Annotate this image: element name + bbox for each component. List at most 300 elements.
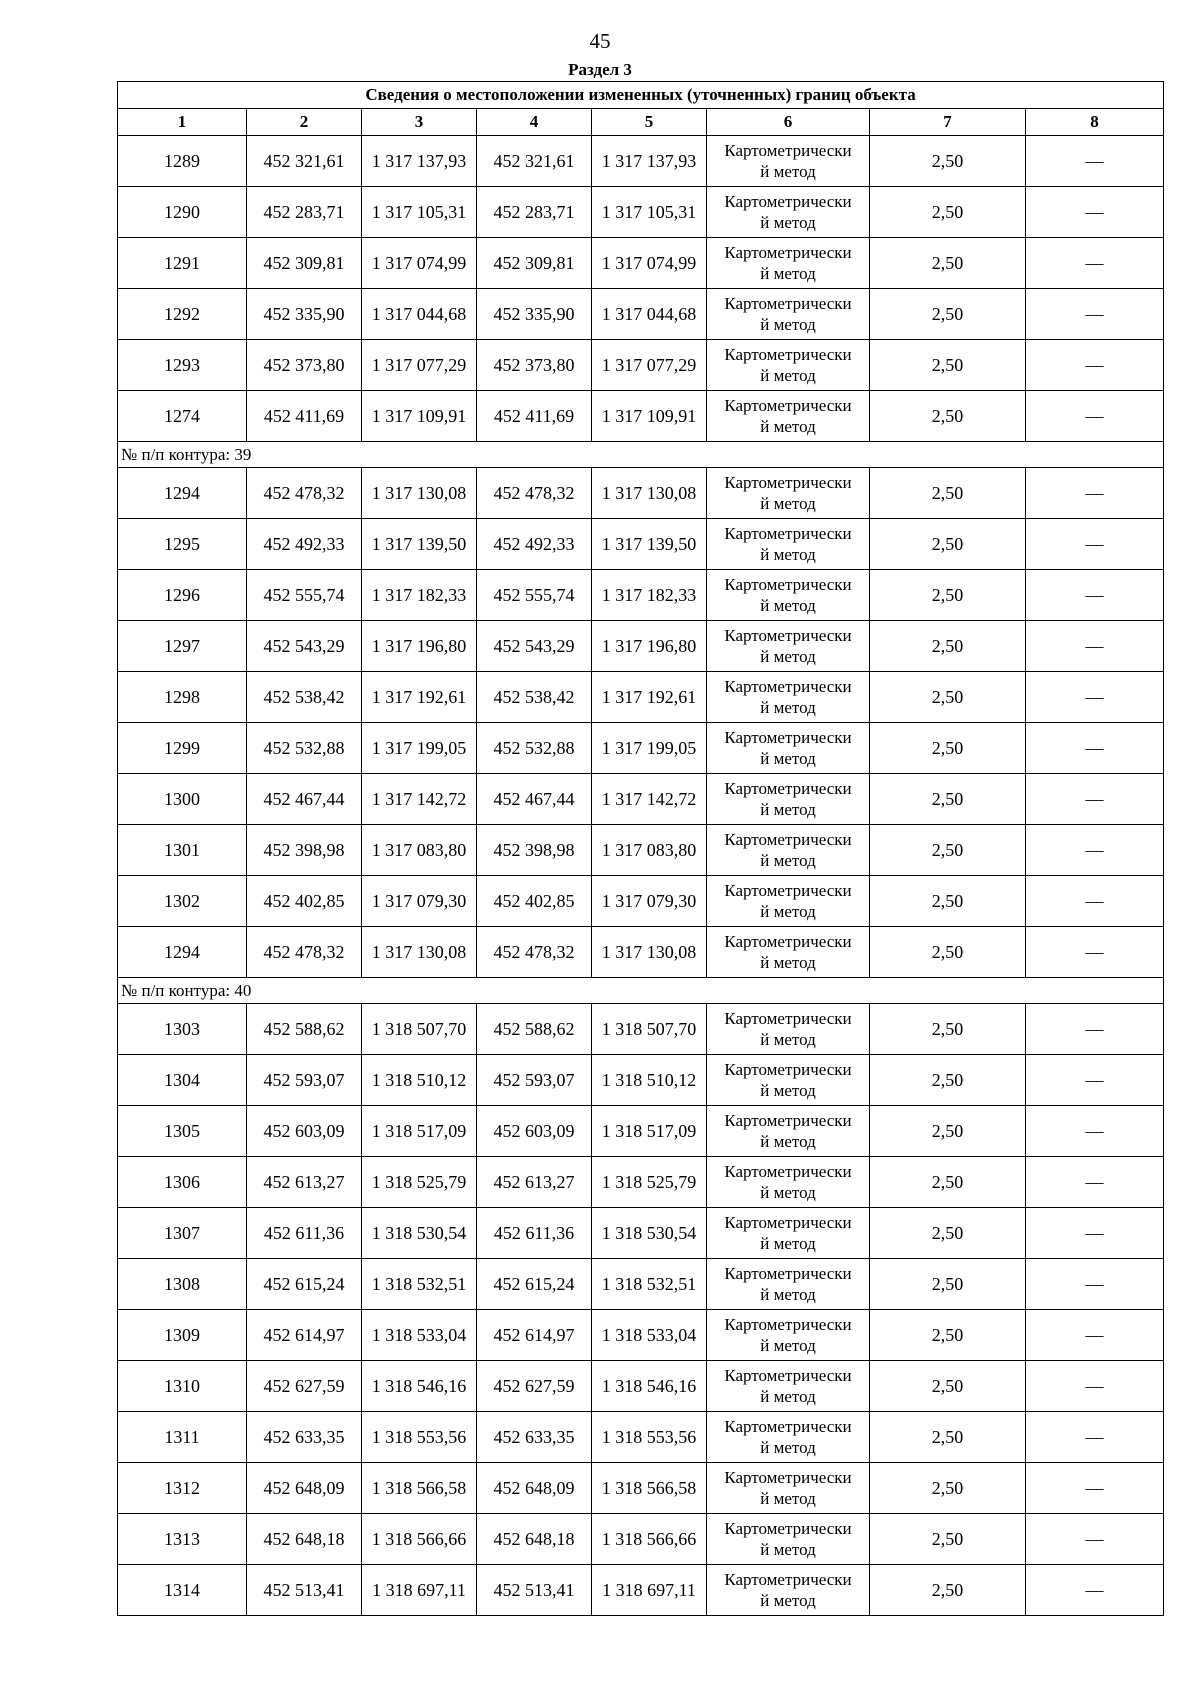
- method-line: й метод: [760, 647, 816, 666]
- x-new-cell: 452 321,61: [477, 136, 592, 187]
- accuracy-cell: 2,50: [870, 187, 1026, 238]
- contour-label: № п/п контура: 39: [118, 442, 1164, 468]
- x-new-cell: 452 411,69: [477, 391, 592, 442]
- description-cell: —: [1026, 876, 1164, 927]
- method-line: й метод: [760, 1132, 816, 1151]
- y-new-cell: 1 318 525,79: [592, 1157, 707, 1208]
- x-old-cell: 452 478,32: [247, 927, 362, 978]
- description-cell: —: [1026, 1310, 1164, 1361]
- y-new-cell: 1 318 546,16: [592, 1361, 707, 1412]
- y-old-cell: 1 318 553,56: [362, 1412, 477, 1463]
- accuracy-cell: 2,50: [870, 672, 1026, 723]
- method-cell: [707, 340, 870, 391]
- y-new-cell: 1 317 044,68: [592, 289, 707, 340]
- description-cell: —: [1026, 1157, 1164, 1208]
- method-cell: [707, 1004, 870, 1055]
- method-line: й метод: [760, 953, 816, 972]
- y-old-cell: 1 318 533,04: [362, 1310, 477, 1361]
- x-old-cell: 452 555,74: [247, 570, 362, 621]
- x-new-cell: 452 309,81: [477, 238, 592, 289]
- method-line: й метод: [760, 1030, 816, 1049]
- description-cell: —: [1026, 1514, 1164, 1565]
- table-row: [118, 927, 1164, 978]
- y-old-cell: 1 317 079,30: [362, 876, 477, 927]
- method-line: Картометрически: [724, 1009, 852, 1028]
- point-number-cell: 1299: [118, 723, 247, 774]
- description-cell: —: [1026, 238, 1164, 289]
- x-new-cell: 452 283,71: [477, 187, 592, 238]
- y-old-cell: 1 318 697,11: [362, 1565, 477, 1616]
- point-number-cell: 1311: [118, 1412, 247, 1463]
- method-cell: [707, 1055, 870, 1106]
- y-old-cell: 1 318 546,16: [362, 1361, 477, 1412]
- accuracy-cell: 2,50: [870, 876, 1026, 927]
- method-line: й метод: [760, 213, 816, 232]
- method-line: Картометрически: [724, 141, 852, 160]
- accuracy-cell: 2,50: [870, 1514, 1026, 1565]
- table-row: [118, 570, 1164, 621]
- coordinates-table: [117, 81, 1164, 1616]
- y-new-cell: 1 318 517,09: [592, 1106, 707, 1157]
- y-old-cell: 1 318 532,51: [362, 1259, 477, 1310]
- y-new-cell: 1 317 139,50: [592, 519, 707, 570]
- method-line: й метод: [760, 315, 816, 334]
- x-old-cell: 452 402,85: [247, 876, 362, 927]
- method-line: й метод: [760, 1489, 816, 1508]
- method-line: Картометрически: [724, 1468, 852, 1487]
- y-old-cell: 1 318 525,79: [362, 1157, 477, 1208]
- x-old-cell: 452 543,29: [247, 621, 362, 672]
- accuracy-cell: 2,50: [870, 1565, 1026, 1616]
- y-new-cell: 1 318 566,66: [592, 1514, 707, 1565]
- accuracy-cell: 2,50: [870, 825, 1026, 876]
- description-cell: —: [1026, 289, 1164, 340]
- table-row: [118, 672, 1164, 723]
- accuracy-cell: 2,50: [870, 468, 1026, 519]
- accuracy-cell: 2,50: [870, 136, 1026, 187]
- method-line: й метод: [760, 1591, 816, 1610]
- method-line: й метод: [760, 366, 816, 385]
- method-cell: [707, 825, 870, 876]
- method-cell: [707, 136, 870, 187]
- y-old-cell: 1 317 142,72: [362, 774, 477, 825]
- method-cell: [707, 1157, 870, 1208]
- point-number-cell: 1292: [118, 289, 247, 340]
- method-cell: [707, 1106, 870, 1157]
- x-new-cell: 452 492,33: [477, 519, 592, 570]
- point-number-cell: 1274: [118, 391, 247, 442]
- description-cell: —: [1026, 1055, 1164, 1106]
- description-cell: —: [1026, 468, 1164, 519]
- table-row: [118, 1412, 1164, 1463]
- method-cell: [707, 570, 870, 621]
- x-new-cell: 452 603,09: [477, 1106, 592, 1157]
- y-new-cell: 1 317 130,08: [592, 927, 707, 978]
- y-old-cell: 1 317 137,93: [362, 136, 477, 187]
- x-new-cell: 452 648,09: [477, 1463, 592, 1514]
- x-new-cell: 452 555,74: [477, 570, 592, 621]
- column-header: 7: [870, 109, 1026, 136]
- y-old-cell: 1 317 077,29: [362, 340, 477, 391]
- description-cell: —: [1026, 927, 1164, 978]
- x-new-cell: 452 538,42: [477, 672, 592, 723]
- table-row: [118, 1259, 1164, 1310]
- table-row: [118, 723, 1164, 774]
- x-old-cell: 452 467,44: [247, 774, 362, 825]
- y-new-cell: 1 318 566,58: [592, 1463, 707, 1514]
- method-cell: [707, 927, 870, 978]
- table-row: [118, 519, 1164, 570]
- description-cell: —: [1026, 1361, 1164, 1412]
- point-number-cell: 1294: [118, 927, 247, 978]
- x-new-cell: 452 513,41: [477, 1565, 592, 1616]
- method-cell: [707, 723, 870, 774]
- table-row: [118, 1055, 1164, 1106]
- y-new-cell: 1 317 182,33: [592, 570, 707, 621]
- description-cell: —: [1026, 621, 1164, 672]
- accuracy-cell: 2,50: [870, 519, 1026, 570]
- point-number-cell: 1314: [118, 1565, 247, 1616]
- x-new-cell: 452 402,85: [477, 876, 592, 927]
- x-new-cell: 452 478,32: [477, 468, 592, 519]
- method-line: й метод: [760, 1234, 816, 1253]
- column-header: 8: [1026, 109, 1164, 136]
- x-old-cell: 452 603,09: [247, 1106, 362, 1157]
- x-new-cell: 452 611,36: [477, 1208, 592, 1259]
- accuracy-cell: 2,50: [870, 723, 1026, 774]
- y-new-cell: 1 317 109,91: [592, 391, 707, 442]
- point-number-cell: 1290: [118, 187, 247, 238]
- method-line: й метод: [760, 851, 816, 870]
- y-old-cell: 1 317 182,33: [362, 570, 477, 621]
- description-cell: —: [1026, 1208, 1164, 1259]
- y-new-cell: 1 317 199,05: [592, 723, 707, 774]
- method-line: Картометрически: [724, 626, 852, 645]
- accuracy-cell: 2,50: [870, 1208, 1026, 1259]
- x-new-cell: 452 467,44: [477, 774, 592, 825]
- method-line: й метод: [760, 1081, 816, 1100]
- description-cell: —: [1026, 391, 1164, 442]
- x-old-cell: 452 613,27: [247, 1157, 362, 1208]
- y-new-cell: 1 317 074,99: [592, 238, 707, 289]
- accuracy-cell: 2,50: [870, 1157, 1026, 1208]
- x-new-cell: 452 588,62: [477, 1004, 592, 1055]
- column-header: 5: [592, 109, 707, 136]
- method-cell: [707, 1310, 870, 1361]
- y-new-cell: 1 318 553,56: [592, 1412, 707, 1463]
- point-number-cell: 1302: [118, 876, 247, 927]
- x-old-cell: 452 492,33: [247, 519, 362, 570]
- y-old-cell: 1 317 083,80: [362, 825, 477, 876]
- method-line: Картометрически: [724, 1264, 852, 1283]
- y-old-cell: 1 317 196,80: [362, 621, 477, 672]
- table-row: [118, 825, 1164, 876]
- accuracy-cell: 2,50: [870, 1106, 1026, 1157]
- y-new-cell: 1 317 142,72: [592, 774, 707, 825]
- x-new-cell: 452 532,88: [477, 723, 592, 774]
- y-new-cell: 1 317 130,08: [592, 468, 707, 519]
- method-cell: [707, 1565, 870, 1616]
- accuracy-cell: 2,50: [870, 340, 1026, 391]
- method-line: Картометрически: [724, 728, 852, 747]
- accuracy-cell: 2,50: [870, 1259, 1026, 1310]
- x-old-cell: 452 538,42: [247, 672, 362, 723]
- description-cell: —: [1026, 774, 1164, 825]
- table-row: [118, 187, 1164, 238]
- x-new-cell: 452 478,32: [477, 927, 592, 978]
- table-title: Сведения о местоположении измененных (уточненных) границ объекта: [118, 82, 1164, 109]
- table-row: [118, 1106, 1164, 1157]
- method-line: Картометрически: [724, 473, 852, 492]
- method-line: Картометрически: [724, 524, 852, 543]
- y-new-cell: 1 318 507,70: [592, 1004, 707, 1055]
- point-number-cell: 1291: [118, 238, 247, 289]
- page-number: 45: [589, 29, 611, 53]
- method-line: Картометрически: [724, 1519, 852, 1538]
- table-row: [118, 136, 1164, 187]
- method-line: Картометрически: [724, 294, 852, 313]
- table-row: [118, 340, 1164, 391]
- y-old-cell: 1 318 517,09: [362, 1106, 477, 1157]
- x-old-cell: 452 321,61: [247, 136, 362, 187]
- y-old-cell: 1 317 074,99: [362, 238, 477, 289]
- x-old-cell: 452 283,71: [247, 187, 362, 238]
- point-number-cell: 1297: [118, 621, 247, 672]
- x-old-cell: 452 373,80: [247, 340, 362, 391]
- table-row: [118, 1004, 1164, 1055]
- table-row: [118, 238, 1164, 289]
- method-cell: [707, 289, 870, 340]
- method-line: Картометрически: [724, 345, 852, 364]
- point-number-cell: 1293: [118, 340, 247, 391]
- description-cell: —: [1026, 340, 1164, 391]
- method-line: й метод: [760, 1285, 816, 1304]
- column-header: 6: [707, 109, 870, 136]
- method-line: й метод: [760, 596, 816, 615]
- y-old-cell: 1 317 109,91: [362, 391, 477, 442]
- method-line: Картометрически: [724, 1570, 852, 1589]
- accuracy-cell: 2,50: [870, 1310, 1026, 1361]
- description-cell: —: [1026, 136, 1164, 187]
- method-cell: [707, 187, 870, 238]
- x-old-cell: 452 513,41: [247, 1565, 362, 1616]
- x-new-cell: 452 614,97: [477, 1310, 592, 1361]
- x-new-cell: 452 633,35: [477, 1412, 592, 1463]
- column-header: 4: [477, 109, 592, 136]
- point-number-cell: 1309: [118, 1310, 247, 1361]
- method-line: й метод: [760, 494, 816, 513]
- y-new-cell: 1 318 697,11: [592, 1565, 707, 1616]
- description-cell: —: [1026, 570, 1164, 621]
- y-old-cell: 1 317 044,68: [362, 289, 477, 340]
- table-row: [118, 876, 1164, 927]
- table-row: [118, 391, 1164, 442]
- y-old-cell: 1 317 105,31: [362, 187, 477, 238]
- y-new-cell: 1 317 083,80: [592, 825, 707, 876]
- y-new-cell: 1 317 079,30: [592, 876, 707, 927]
- point-number-cell: 1289: [118, 136, 247, 187]
- y-old-cell: 1 317 130,08: [362, 468, 477, 519]
- x-old-cell: 452 615,24: [247, 1259, 362, 1310]
- point-number-cell: 1303: [118, 1004, 247, 1055]
- method-cell: [707, 238, 870, 289]
- method-cell: [707, 1208, 870, 1259]
- table-body: [118, 136, 1164, 1616]
- method-line: Картометрически: [724, 192, 852, 211]
- description-cell: —: [1026, 672, 1164, 723]
- method-line: Картометрически: [724, 575, 852, 594]
- method-line: й метод: [760, 902, 816, 921]
- method-line: Картометрически: [724, 1417, 852, 1436]
- point-number-cell: 1294: [118, 468, 247, 519]
- y-new-cell: 1 317 137,93: [592, 136, 707, 187]
- y-new-cell: 1 318 530,54: [592, 1208, 707, 1259]
- x-old-cell: 452 588,62: [247, 1004, 362, 1055]
- method-line: й метод: [760, 1336, 816, 1355]
- method-line: й метод: [760, 1183, 816, 1202]
- table-row: [118, 1565, 1164, 1616]
- method-cell: [707, 1412, 870, 1463]
- method-line: й метод: [760, 162, 816, 181]
- y-old-cell: 1 318 566,58: [362, 1463, 477, 1514]
- method-cell: [707, 519, 870, 570]
- description-cell: —: [1026, 1565, 1164, 1616]
- x-old-cell: 452 614,97: [247, 1310, 362, 1361]
- accuracy-cell: 2,50: [870, 1004, 1026, 1055]
- description-cell: —: [1026, 1463, 1164, 1514]
- point-number-cell: 1307: [118, 1208, 247, 1259]
- point-number-cell: 1308: [118, 1259, 247, 1310]
- x-new-cell: 452 373,80: [477, 340, 592, 391]
- accuracy-cell: 2,50: [870, 391, 1026, 442]
- accuracy-cell: 2,50: [870, 1463, 1026, 1514]
- point-number-cell: 1298: [118, 672, 247, 723]
- y-new-cell: 1 317 196,80: [592, 621, 707, 672]
- description-cell: —: [1026, 1259, 1164, 1310]
- y-old-cell: 1 317 139,50: [362, 519, 477, 570]
- accuracy-cell: 2,50: [870, 238, 1026, 289]
- x-new-cell: 452 335,90: [477, 289, 592, 340]
- column-header: 2: [247, 109, 362, 136]
- description-cell: —: [1026, 187, 1164, 238]
- method-line: Картометрически: [724, 881, 852, 900]
- y-new-cell: 1 318 510,12: [592, 1055, 707, 1106]
- point-number-cell: 1306: [118, 1157, 247, 1208]
- table-row: [118, 1310, 1164, 1361]
- accuracy-cell: 2,50: [870, 570, 1026, 621]
- description-cell: —: [1026, 1106, 1164, 1157]
- y-old-cell: 1 318 530,54: [362, 1208, 477, 1259]
- y-old-cell: 1 317 130,08: [362, 927, 477, 978]
- contour-label: № п/п контура: 40: [118, 978, 1164, 1004]
- section-label: Раздел 3: [568, 60, 632, 79]
- table-row: [118, 1514, 1164, 1565]
- description-cell: —: [1026, 519, 1164, 570]
- method-cell: [707, 876, 870, 927]
- method-line: Картометрически: [724, 932, 852, 951]
- method-cell: [707, 1259, 870, 1310]
- method-cell: [707, 621, 870, 672]
- x-new-cell: 452 543,29: [477, 621, 592, 672]
- description-cell: —: [1026, 1412, 1164, 1463]
- x-new-cell: 452 648,18: [477, 1514, 592, 1565]
- method-cell: [707, 1361, 870, 1412]
- y-old-cell: 1 318 566,66: [362, 1514, 477, 1565]
- description-cell: —: [1026, 723, 1164, 774]
- x-old-cell: 452 309,81: [247, 238, 362, 289]
- accuracy-cell: 2,50: [870, 621, 1026, 672]
- point-number-cell: 1301: [118, 825, 247, 876]
- method-line: Картометрически: [724, 1162, 852, 1181]
- y-old-cell: 1 318 510,12: [362, 1055, 477, 1106]
- method-line: й метод: [760, 698, 816, 717]
- method-line: й метод: [760, 545, 816, 564]
- x-new-cell: 452 398,98: [477, 825, 592, 876]
- method-cell: [707, 468, 870, 519]
- method-line: Картометрически: [724, 677, 852, 696]
- x-old-cell: 452 532,88: [247, 723, 362, 774]
- method-line: й метод: [760, 800, 816, 819]
- table-row: [118, 774, 1164, 825]
- method-cell: [707, 1463, 870, 1514]
- method-line: Картометрически: [724, 830, 852, 849]
- method-cell: [707, 1514, 870, 1565]
- table-row: [118, 1463, 1164, 1514]
- point-number-cell: 1312: [118, 1463, 247, 1514]
- method-cell: [707, 774, 870, 825]
- method-line: Картометрически: [724, 1315, 852, 1334]
- table-row: [118, 1157, 1164, 1208]
- method-line: Картометрически: [724, 779, 852, 798]
- table-row: [118, 621, 1164, 672]
- x-old-cell: 452 335,90: [247, 289, 362, 340]
- description-cell: —: [1026, 1004, 1164, 1055]
- description-cell: —: [1026, 825, 1164, 876]
- method-line: Картометрически: [724, 396, 852, 415]
- x-new-cell: 452 613,27: [477, 1157, 592, 1208]
- method-line: й метод: [760, 749, 816, 768]
- x-old-cell: 452 398,98: [247, 825, 362, 876]
- table-row: [118, 468, 1164, 519]
- accuracy-cell: 2,50: [870, 289, 1026, 340]
- column-header: 3: [362, 109, 477, 136]
- y-new-cell: 1 317 077,29: [592, 340, 707, 391]
- contour-row: [118, 442, 1164, 468]
- method-cell: [707, 391, 870, 442]
- point-number-cell: 1300: [118, 774, 247, 825]
- accuracy-cell: 2,50: [870, 774, 1026, 825]
- x-new-cell: 452 593,07: [477, 1055, 592, 1106]
- x-old-cell: 452 648,18: [247, 1514, 362, 1565]
- x-new-cell: 452 615,24: [477, 1259, 592, 1310]
- point-number-cell: 1296: [118, 570, 247, 621]
- point-number-cell: 1313: [118, 1514, 247, 1565]
- accuracy-cell: 2,50: [870, 1055, 1026, 1106]
- y-old-cell: 1 318 507,70: [362, 1004, 477, 1055]
- method-cell: [707, 672, 870, 723]
- x-old-cell: 452 478,32: [247, 468, 362, 519]
- method-line: й метод: [760, 1387, 816, 1406]
- x-old-cell: 452 627,59: [247, 1361, 362, 1412]
- method-line: Картометрически: [724, 243, 852, 262]
- method-line: Картометрически: [724, 1111, 852, 1130]
- x-old-cell: 452 593,07: [247, 1055, 362, 1106]
- x-old-cell: 452 648,09: [247, 1463, 362, 1514]
- point-number-cell: 1295: [118, 519, 247, 570]
- table-row: [118, 1361, 1164, 1412]
- x-new-cell: 452 627,59: [477, 1361, 592, 1412]
- x-old-cell: 452 411,69: [247, 391, 362, 442]
